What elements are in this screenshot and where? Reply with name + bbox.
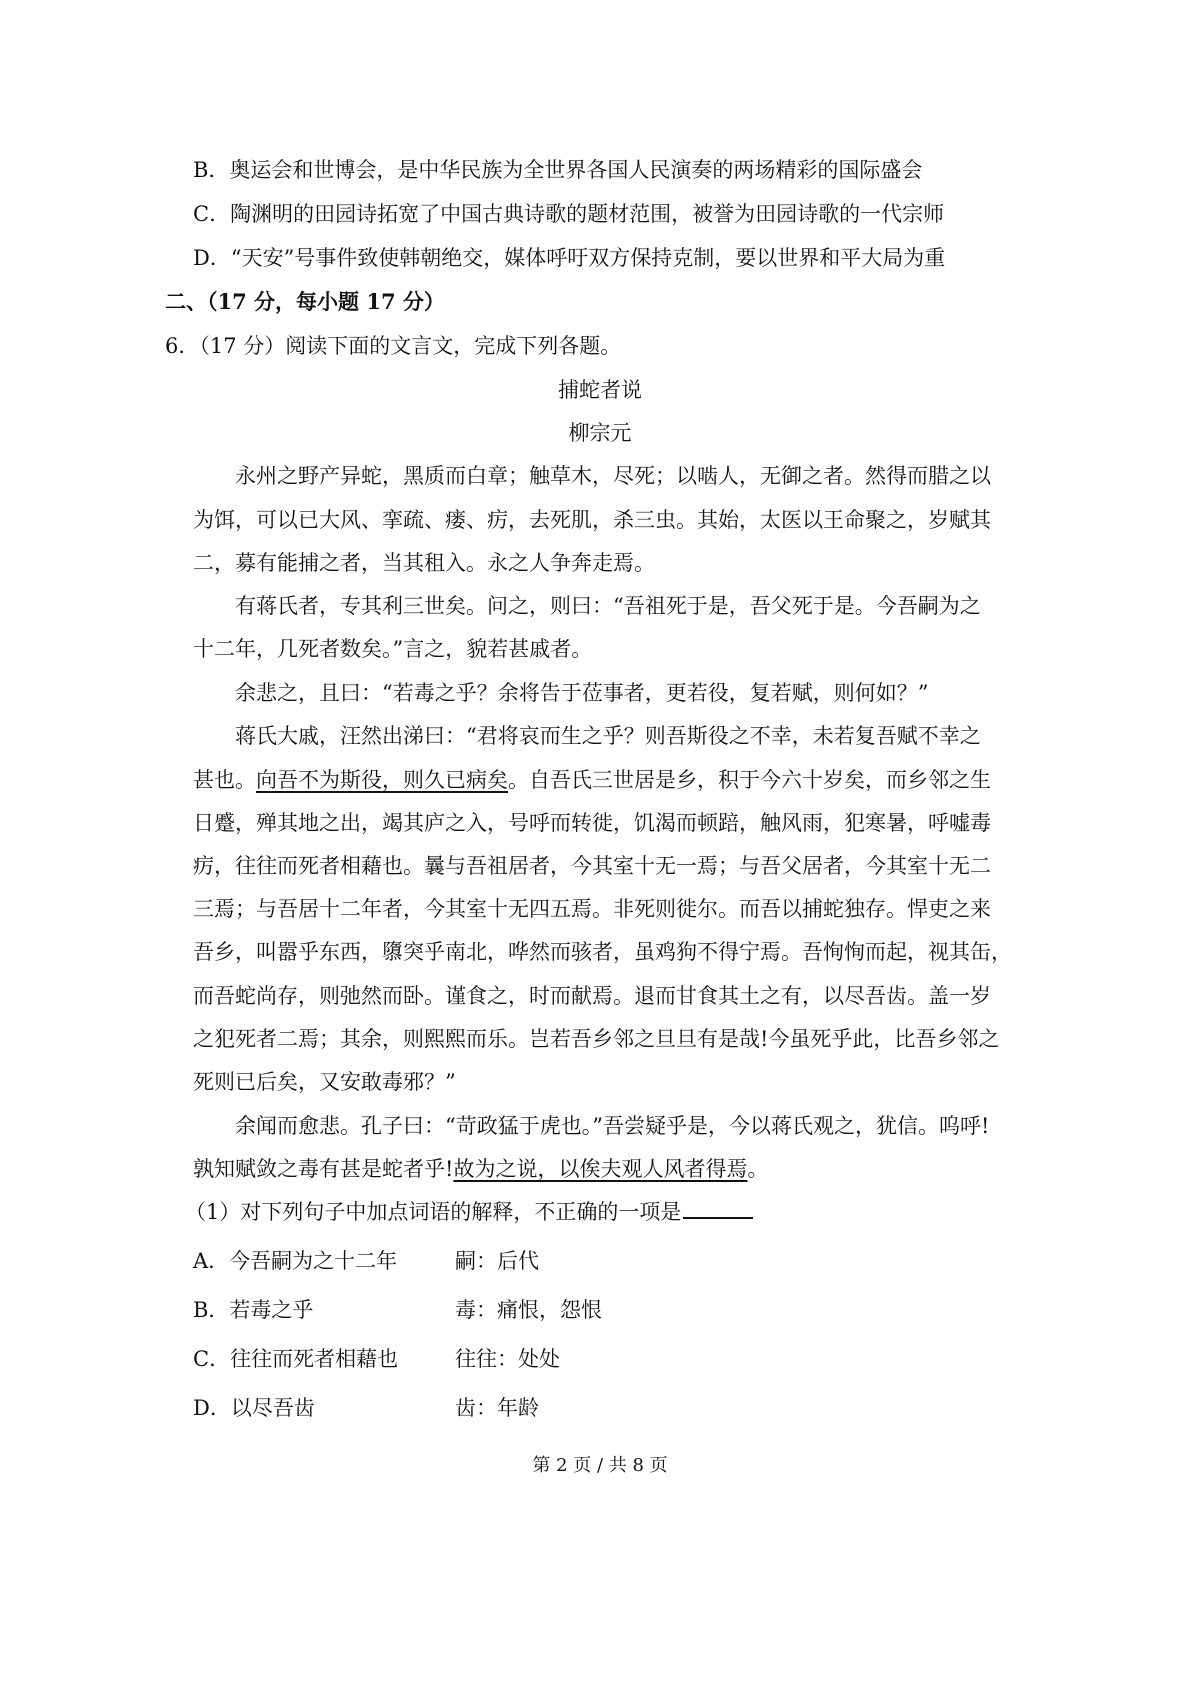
underlined-sentence: 向吾不为斯役，则久已病矣 bbox=[256, 768, 508, 792]
passage-line: 疠，往往而死者相藉也。曩与吾祖居者，今其室十无一焉；与吾父居者，今其室十无二 bbox=[193, 854, 991, 878]
passage-line: 余悲之，且曰：“若毒之乎？余将告于莅事者，更若役，复若赋，则何如？” bbox=[235, 681, 929, 705]
sub-question-1-text: （1）对下列句子中加点词语的解释，不正确的一项是 bbox=[185, 1200, 682, 1224]
option-gloss: 嗣：后代 bbox=[455, 1249, 539, 1273]
text-run: 孰知赋敛之毒有甚是蛇者乎! bbox=[193, 1157, 454, 1181]
text-run: 。 bbox=[747, 1157, 769, 1181]
answer-blank bbox=[683, 1199, 753, 1219]
passage-line: 有蒋氏者，专其利三世矣。问之，则曰：“吾祖死于是，吾父死于是。今吾嗣为之 bbox=[235, 594, 981, 618]
option-label: B．若毒之乎 bbox=[193, 1298, 314, 1322]
option-label: A．今吾嗣为之十二年 bbox=[193, 1249, 398, 1273]
option-c: C．陶渊明的田园诗拓宽了中国古典诗歌的题材范围，被誉为田园诗歌的一代宗师 bbox=[193, 202, 945, 226]
passage-line-with-underline bbox=[193, 1154, 768, 1184]
text-run: 甚也。 bbox=[193, 768, 256, 792]
passage-title: 捕蛇者说 bbox=[558, 378, 642, 402]
sub-question-1-stem bbox=[185, 1197, 753, 1227]
option-label: C．往往而死者相藉也 bbox=[193, 1347, 399, 1371]
passage-line: 二，募有能捕之者，当其租入。永之人争奔走焉。 bbox=[193, 551, 655, 575]
passage-line: 日蹙，殚其地之出，竭其庐之入，号呼而转徙，饥渴而顿踣，触风雨，犯寒暑，呼嘘毒 bbox=[193, 811, 991, 835]
passage-line: 余闻而愈悲。孔子曰：“苛政猛于虎也。”吾尝疑乎是，今以蒋氏观之，犹信。呜呼! bbox=[235, 1114, 990, 1138]
passage-line: 之犯死者二焉；其余，则熙熙而乐。岂若吾乡邻之旦旦有是哉!今虽死乎此，比吾乡邻之 bbox=[193, 1027, 1000, 1051]
option-gloss: 齿：年龄 bbox=[455, 1396, 539, 1420]
passage-line: 为饵，可以已大风、挛疏、瘘、疠，去死肌，杀三虫。其始，太医以王命聚之，岁赋其 bbox=[193, 508, 991, 532]
passage-line: 三焉；与吾居十二年者，今其室十无四五焉。非死则徙尔。而吾以捕蛇独存。悍吏之来 bbox=[193, 897, 991, 921]
passage-author: 柳宗元 bbox=[568, 421, 632, 445]
underlined-sentence: 故为之说，以俟夫观人风者得焉 bbox=[453, 1157, 748, 1181]
option-b: B．奥运会和世博会，是中华民族为全世界各国人民演奏的两场精彩的国际盛会 bbox=[193, 158, 923, 182]
page-number: 第 2 页 / 共 8 页 bbox=[532, 1455, 668, 1476]
passage-line-with-underline bbox=[193, 765, 991, 795]
option-gloss: 毒：痛恨，怨恨 bbox=[455, 1298, 602, 1322]
option-d: D．“天安”号事件致使韩朝绝交，媒体呼吁双方保持克制，要以世界和平大局为重 bbox=[193, 246, 946, 270]
option-gloss: 往往：处处 bbox=[455, 1347, 560, 1371]
passage-line: 吾乡，叫嚣乎东西，隳突乎南北，哗然而骇者，虽鸡狗不得宁焉。吾恂恂而起，视其缶， bbox=[193, 940, 1012, 964]
passage-line: 而吾蛇尚存，则弛然而卧。谨食之，时而献焉。退而甘食其土之有，以尽吾齿。盖一岁 bbox=[193, 984, 991, 1008]
passage-line: 十二年，几死者数矣。”言之，貌若甚戚者。 bbox=[193, 637, 593, 661]
passage-line: 死则已后矣，又安敢毒邪？” bbox=[193, 1070, 456, 1094]
option-label: D．以尽吾齿 bbox=[193, 1396, 315, 1420]
section-heading: 二、（17 分，每小题 17 分） bbox=[165, 289, 445, 314]
question-6-stem: 6．（17 分）阅读下面的文言文，完成下列各题。 bbox=[165, 334, 622, 358]
passage-line: 蒋氏大戚，汪然出涕曰：“君将哀而生之乎？则吾斯役之不幸，未若复吾赋不幸之 bbox=[235, 724, 981, 748]
passage-line: 永州之野产异蛇，黑质而白章；触草木，尽死；以啮人，无御之者。然得而腊之以 bbox=[235, 464, 991, 488]
text-run: 。自吾氏三世居是乡，积于今六十岁矣，而乡邻之生 bbox=[508, 768, 991, 792]
